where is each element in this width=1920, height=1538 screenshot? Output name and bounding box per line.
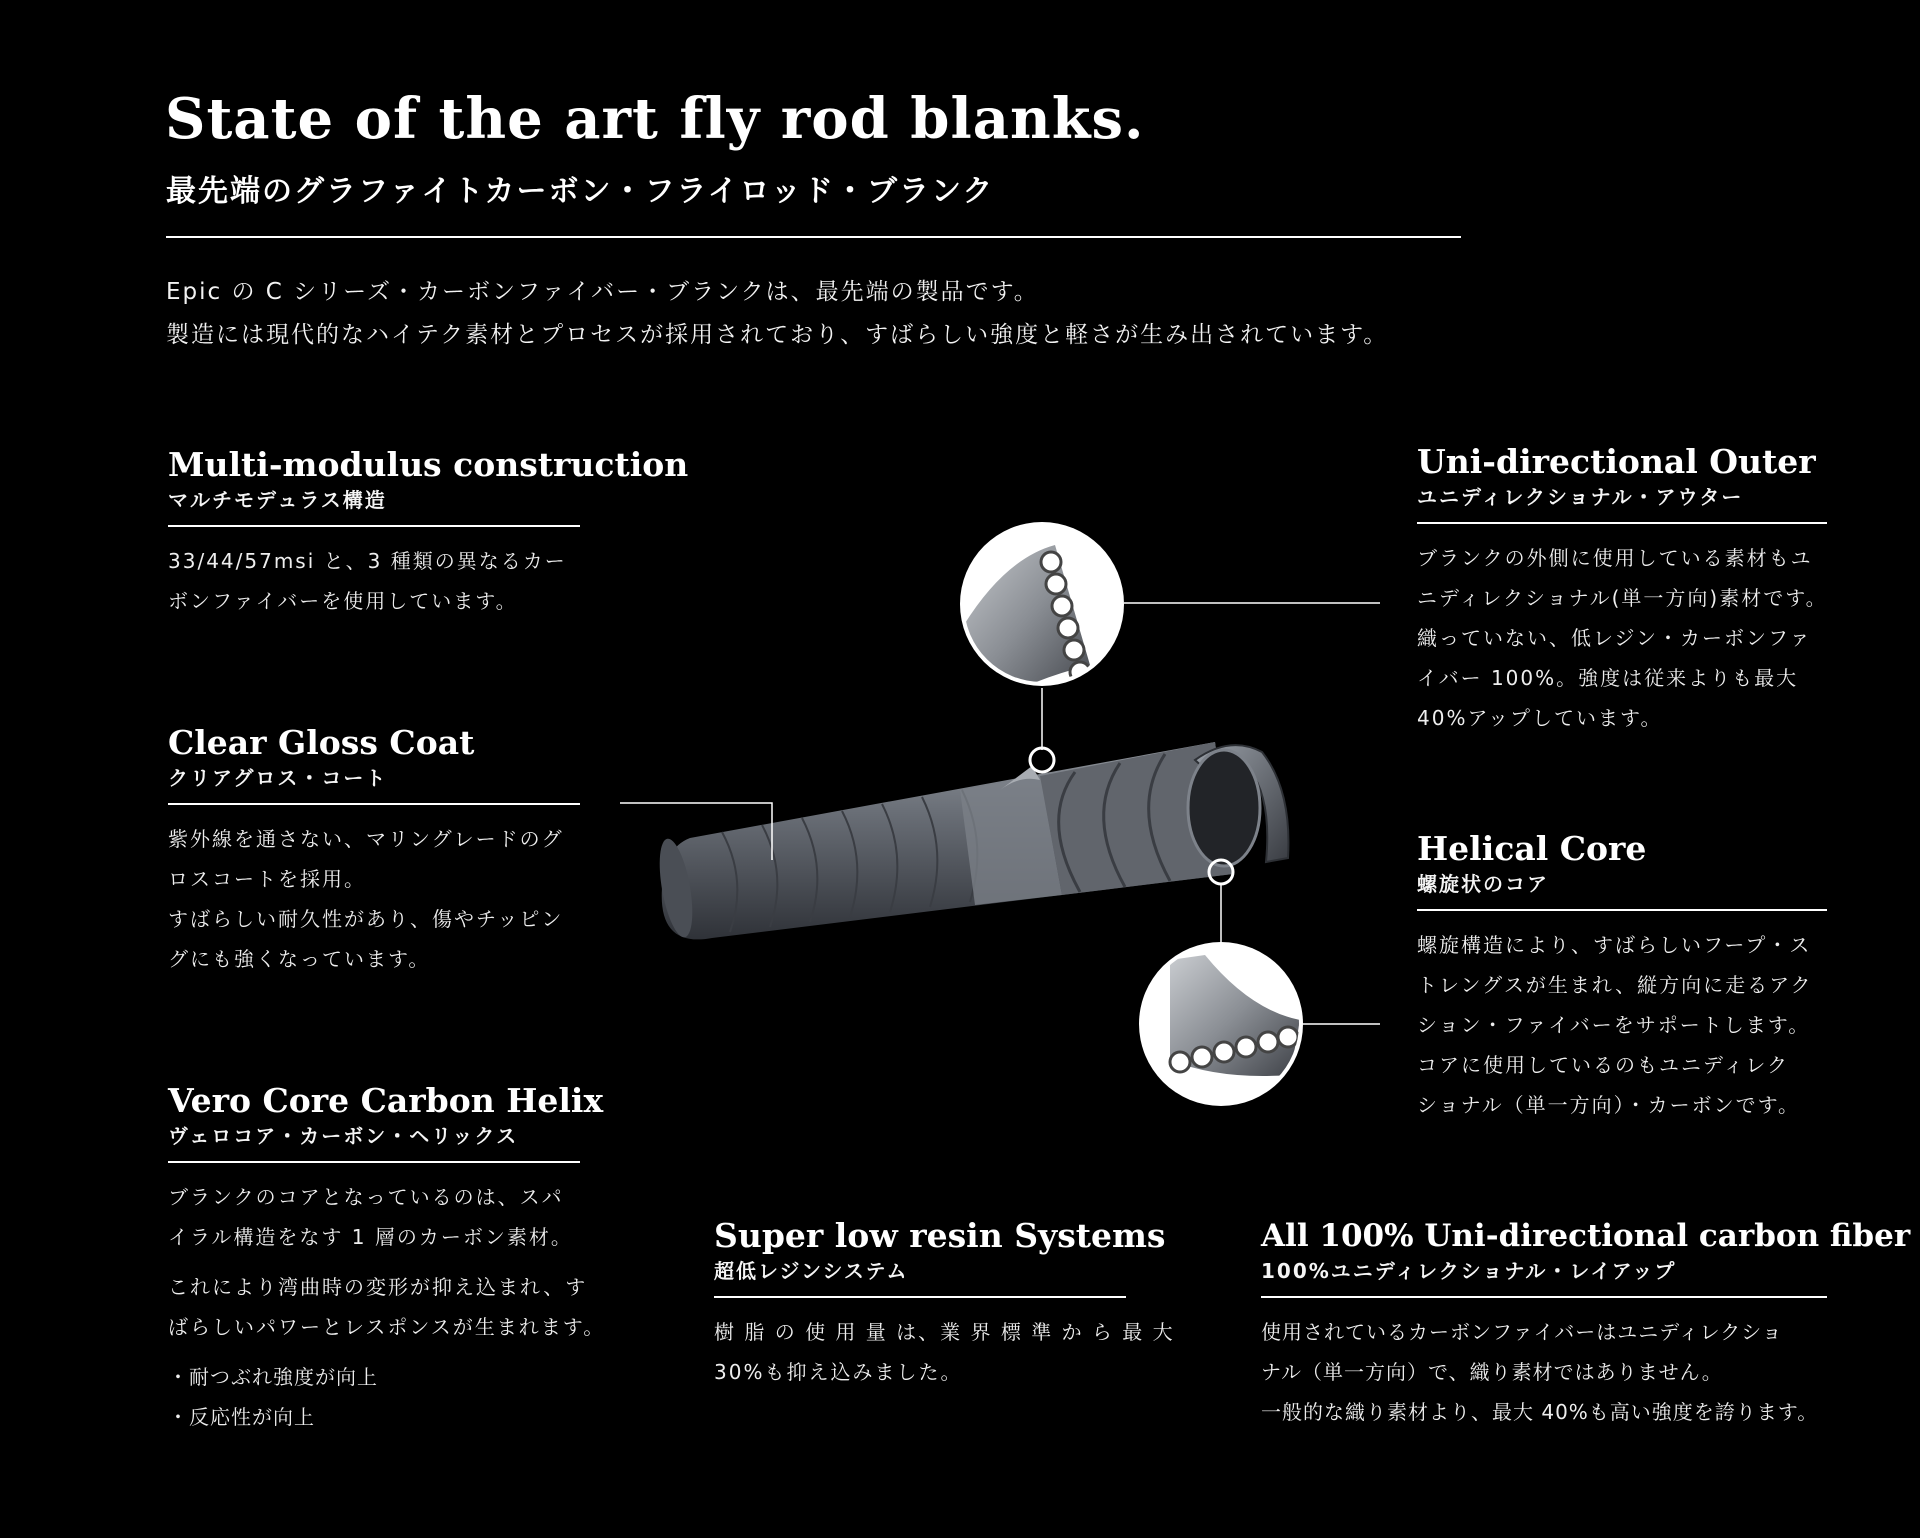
feature-title: Helical Core — [1417, 829, 1647, 868]
intro-line-1: Epic の C シリーズ・カーボンファイバー・ブランクは、最先端の製品です。 — [166, 279, 1039, 305]
feature-divider — [168, 525, 580, 527]
feature-title-jp: ユニディレクショナル・アウター — [1417, 485, 1744, 509]
feature-multi-modulus — [168, 445, 689, 621]
feature-text: ニディレクショナル(単一方向)素材です。 — [1417, 586, 1828, 610]
feature-text: ブランクの外側に使用している素材もユ — [1417, 546, 1813, 570]
title-divider — [166, 236, 1461, 238]
feature-divider — [168, 1161, 580, 1163]
feature-text: ブランクのコアとなっているのは、スパ — [168, 1185, 564, 1209]
feature-text: 織っていない、低レジン・カーボンファ — [1417, 626, 1812, 650]
feature-text: 40%アップしています。 — [1417, 706, 1663, 730]
feature-uni-directional-outer — [1417, 442, 1827, 738]
feature-text: 螺旋構造により、すばらしいフープ・ス — [1417, 933, 1812, 957]
feature-text: 33/44/57msi と、3 種類の異なるカー — [168, 549, 567, 573]
feature-bullet: ・反応性が向上 — [168, 1405, 315, 1429]
feature-text: コアに使用しているのもユニディレク — [1417, 1053, 1789, 1077]
feature-text: グにも強くなっています。 — [168, 947, 431, 971]
feature-text: これにより湾曲時の変形が抑え込まれ、す — [168, 1275, 588, 1299]
feature-text: 一般的な織り素材より、最大 40%も高い強度を誇ります。 — [1261, 1400, 1819, 1424]
feature-title-jp: 超低レジンシステム — [714, 1259, 909, 1283]
feature-divider — [714, 1296, 1126, 1298]
feature-divider — [1417, 909, 1827, 911]
page-subtitle: 最先端のグラファイトカーボン・フライロッド・ブランク — [166, 174, 995, 209]
feature-all-uni-directional — [1261, 1216, 1911, 1432]
feature-text: 30%も抑え込みました。 — [714, 1360, 963, 1384]
feature-text: 樹 脂 の 使 用 量 は、業 界 標 準 か ら 最 大 — [714, 1320, 1175, 1344]
feature-text: ボンファイバーを使用しています。 — [168, 589, 518, 613]
feature-clear-gloss-coat — [168, 723, 580, 979]
feature-title: Super low resin Systems — [714, 1216, 1166, 1255]
feature-title: All 100% Uni-directional carbon fiber — [1261, 1218, 1911, 1254]
rod-body — [654, 742, 1289, 940]
page-title: State of the art fly rod blanks. — [165, 86, 1145, 152]
feature-text: ばらしいパワーとレスポンスが生まれます。 — [168, 1315, 606, 1339]
feature-text: トレングスが生まれ、縦方向に走るアク — [1417, 973, 1813, 997]
feature-vero-core-carbon-helix — [168, 1081, 606, 1437]
feature-divider — [1261, 1296, 1827, 1298]
zoom-helical-core-icon — [1139, 942, 1303, 1106]
feature-text: イラル構造をなす 1 層のカーボン素材。 — [168, 1225, 573, 1249]
feature-text: すばらしい耐久性があり、傷やチッピン — [168, 907, 564, 931]
feature-title: Uni-directional Outer — [1417, 442, 1816, 481]
feature-bullet: ・耐つぶれ強度が向上 — [168, 1365, 378, 1389]
callout-lines — [620, 603, 1380, 1024]
feature-divider — [1417, 522, 1827, 524]
feature-title: Multi-modulus construction — [168, 445, 689, 484]
feature-title-jp: 螺旋状のコア — [1417, 872, 1549, 896]
feature-title-jp: マルチモデュラス構造 — [168, 488, 387, 512]
feature-title-jp: 100%ユニディレクショナル・レイアップ — [1261, 1259, 1677, 1283]
feature-helical-core — [1417, 829, 1827, 1125]
intro-line-2: 製造には現代的なハイテク素材とプロセスが採用されており、すばらしい強度と軽さが生み出されています。 — [166, 322, 1389, 348]
feature-text: ナル（単一方向）で、織り素材ではありません。 — [1261, 1360, 1723, 1384]
feature-text: 紫外線を通さない、マリングレードのグ — [168, 827, 564, 851]
feature-super-low-resin — [714, 1216, 1175, 1392]
feature-text: イバー 100%。強度は従来よりも最大 — [1417, 666, 1799, 690]
zoom-outer-layer-icon — [955, 522, 1124, 705]
feature-title-jp: ヴェロコア・カーボン・ヘリックス — [168, 1124, 519, 1148]
feature-text: 使用されているカーボンファイバーはユニディレクショ — [1261, 1320, 1783, 1344]
feature-text: ショナル（単一方向）・カーボンです。 — [1417, 1093, 1800, 1117]
feature-text: ション・ファイバーをサポートします。 — [1417, 1013, 1811, 1037]
feature-title: Vero Core Carbon Helix — [168, 1081, 604, 1120]
feature-title: Clear Gloss Coat — [168, 723, 475, 762]
feature-divider — [168, 803, 580, 805]
feature-title-jp: クリアグロス・コート — [168, 766, 388, 790]
feature-text: ロスコートを採用。 — [168, 867, 366, 891]
